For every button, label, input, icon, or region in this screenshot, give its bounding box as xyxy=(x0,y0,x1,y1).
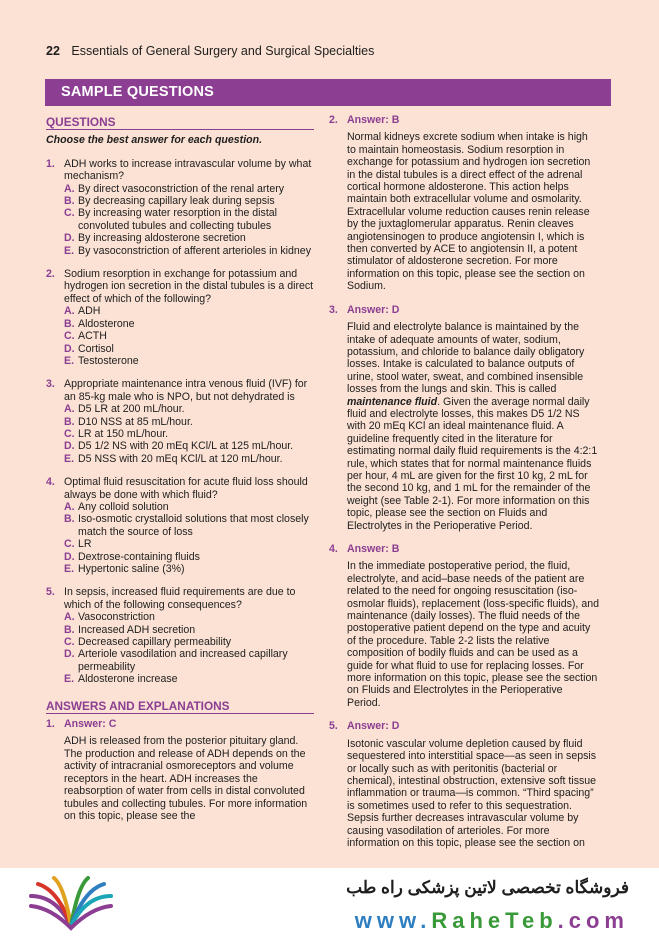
option-letter: C. xyxy=(64,330,75,343)
option-letter: B. xyxy=(64,195,75,208)
question-text: In sepsis, increased fluid requirements are due to which of the following consequences? xyxy=(64,586,296,611)
answer-label: Answer: D xyxy=(347,303,400,316)
answer-label: Answer: B xyxy=(347,543,400,555)
store-footer xyxy=(0,868,659,940)
option-text: LR xyxy=(78,538,92,551)
option-text: Arteriole vasodilation and increased capillary permeability xyxy=(78,648,288,673)
question-item xyxy=(46,378,314,465)
question-body xyxy=(64,378,314,465)
option-letter: E. xyxy=(64,452,75,465)
question-body xyxy=(64,268,314,367)
answer-item xyxy=(329,543,599,709)
answer-number: 5. xyxy=(329,720,338,733)
question-text: Optimal fluid resuscitation for acute fluid loss should always be done with which fluid? xyxy=(64,476,308,501)
option-text: D5 1/2 NS with 20 mEq KCl/L at 125 mL/hour. xyxy=(78,440,294,453)
question-body xyxy=(64,586,314,685)
question-text: Appropriate maintenance intra venous fluid (IVF) for an 85-kg male who is NPO, but not dehydrated is xyxy=(64,378,308,403)
answer-option xyxy=(64,183,314,195)
question-number: 4. xyxy=(46,476,55,489)
instruction: Choose the best answer for each question. xyxy=(46,134,263,147)
answer-option xyxy=(64,416,314,428)
answer-option xyxy=(64,440,314,452)
option-letter: B. xyxy=(64,415,75,428)
option-text: Aldosterone increase xyxy=(78,673,178,686)
answers-heading: ANSWERS AND EXPLANATIONS xyxy=(46,700,314,714)
answer-option xyxy=(64,403,314,415)
option-text: By direct vasoconstriction of the renal artery xyxy=(78,182,285,195)
answer-option xyxy=(64,207,314,232)
option-letter: C. xyxy=(64,427,75,440)
answer-number: 3. xyxy=(329,303,338,316)
option-letter: E. xyxy=(64,354,75,367)
question-item xyxy=(46,158,314,257)
url-part-raheteb: RaheTeb xyxy=(431,908,558,933)
question-item xyxy=(46,268,314,367)
answer-label: Answer: B xyxy=(347,114,400,126)
option-letter: D. xyxy=(64,232,75,245)
option-text: ACTH xyxy=(78,330,107,343)
answer-option xyxy=(64,318,314,330)
running-header xyxy=(46,44,374,58)
answer-option xyxy=(64,538,314,550)
open-book-logo-icon xyxy=(26,876,116,934)
answer-option xyxy=(64,305,314,317)
question-item xyxy=(46,476,314,575)
option-letter: A. xyxy=(64,305,75,318)
option-letter: B. xyxy=(64,317,75,330)
section-banner: SAMPLE QUESTIONS xyxy=(45,79,611,106)
option-letter: A. xyxy=(64,182,75,195)
question-text: Sodium resorption in exchange for potassium and hydrogen ion secretion in the distal tubules is a direct effect of which of the following? xyxy=(64,268,314,305)
answer-label: Answer: D xyxy=(347,720,400,733)
answer-explanation: Normal kidneys excrete sodium when intake is high to maintain homeostasis. Sodium resorption in exchange for potassium and hydrogen ion secretion in the distal tubules is a direct effect of the adrenal cortical hormone aldosterone. This action helps maintain both extracellular volume and osmolarity. Extracellular volume reduction causes renin release by the juxtaglomerular apparatus. Renin cleaves angiotensinogen to produce angiotensin I, which is then converted by ACE to angiotensin II, a potent stimulator of aldosterone secretion. For more information on this topic, please see the section on Sodium. xyxy=(347,131,591,293)
question-number: 5. xyxy=(46,586,55,599)
option-text: Testosterone xyxy=(78,354,139,367)
answer-option xyxy=(64,428,314,440)
answer-option xyxy=(64,673,314,685)
answer-header xyxy=(329,720,599,732)
option-text: ADH xyxy=(78,305,101,318)
answer-header xyxy=(329,543,599,555)
answer-explanation: Isotonic vascular volume depletion caused by fluid sequestered into interstitial space—as seen in sepsis or locally such as with peritonitis (bacterial or chemical), intestinal obstruction, extensive soft tissue inflammation or trauma—is common. “Third spacing” is sometimes used to refer to this sequestration. Sepsis further decreases intravascular volume by causing vasodilation of arterioles. For more information on this topic, please see the section on xyxy=(347,737,597,849)
option-letter: B. xyxy=(64,513,75,526)
option-letter: A. xyxy=(64,611,75,624)
emphasis-term: maintenance fluid xyxy=(347,395,438,408)
answer-label: Answer: C xyxy=(64,718,117,731)
answer-option xyxy=(64,330,314,342)
option-letter: E. xyxy=(64,244,75,257)
option-text: Decreased capillary permeability xyxy=(78,636,232,649)
answer-explanation xyxy=(329,321,599,532)
option-letter: E. xyxy=(64,563,75,575)
answer-option xyxy=(64,611,314,623)
answer-option xyxy=(64,195,314,207)
answer-item xyxy=(329,114,599,293)
answer-list-right xyxy=(329,114,599,849)
option-letter: D. xyxy=(64,648,75,661)
option-letter: C. xyxy=(64,538,75,551)
option-text: Dextrose-containing fluids xyxy=(78,550,200,563)
left-column xyxy=(46,114,314,833)
answer-option xyxy=(64,453,314,465)
option-text: By decreasing capillary leak during sepsis xyxy=(78,195,275,208)
question-item xyxy=(46,586,314,685)
answer-header xyxy=(329,114,599,126)
url-part-www: www. xyxy=(354,908,432,933)
option-text: LR at 150 mL/hour. xyxy=(78,427,169,440)
option-text: Aldosterone xyxy=(78,317,135,330)
option-text: Increased ADH secretion xyxy=(78,623,196,636)
explanation-text: . Given the average normal daily fluid and electrolyte losses, this makes D5 1/2 NS with 20 mEq KCl an ideal maintenance fluid. A guideline frequently cited in the literature for estimating normal daily fluid requirements is the 4:2:1 rule, which states that for normal maintenance fluids per hour, 4 mL are given for the first 10 kg, 2 mL for the second 10 kg, and 1 mL for the remainder of the weight (see Table 2-1). For more information on this topic, please see the section on Fluids and Electrolytes in the Perioperative Period. xyxy=(347,395,598,532)
option-text: D10 NSS at 85 mL/hour. xyxy=(78,415,193,428)
answer-option xyxy=(64,232,314,244)
answer-item xyxy=(46,718,314,822)
answer-option xyxy=(64,355,314,367)
option-text: Hypertonic saline (3%) xyxy=(78,563,185,575)
question-number: 3. xyxy=(46,378,55,391)
option-text: Cortisol xyxy=(78,342,114,355)
option-text: By increasing aldosterone secretion xyxy=(78,232,246,245)
answer-option xyxy=(64,513,314,538)
answer-explanation: ADH is released from the posterior pituitary gland. The production and release of ADH depends on the activity of intracranial osmoreceptors and volume receptors in the heart. ADH increases the reabsorption of water from cells in distal convoluted tubules and collecting tubules. For more information on this topic, please see the xyxy=(64,735,308,822)
questions-heading: QUESTIONS xyxy=(46,116,314,130)
answer-option xyxy=(64,624,314,636)
question-body xyxy=(64,158,314,257)
answer-explanation: In the immediate postoperative period, the fluid, electrolyte, and acid–base needs of the patient are related to the need for ongoing resuscitation (iso-osmolar fluids), replacement (loss-specific fluids), and maintenance (daily losses). The fluid needs of the postoperative patient depend on the type and acuity of the procedure. Table 2-2 lists the relative composition of bodily fluids and can be used as a guide for what fluid to use for replacing losses. For more information on this topic, please see the section on Fluids and Electrolytes in the Perioperative Period. xyxy=(347,560,599,709)
option-text: Iso-osmotic crystalloid solutions that most closely match the source of loss xyxy=(78,513,309,538)
option-text: D5 LR at 200 mL/hour. xyxy=(78,403,185,416)
option-text: By vasoconstriction of afferent arterioles in kidney xyxy=(78,244,311,257)
question-body xyxy=(64,476,314,575)
answer-list-left xyxy=(46,718,314,822)
store-name: فروشگاه تخصصی لاتین پزشکی راه طب xyxy=(346,878,629,897)
answer-item xyxy=(329,720,599,849)
option-letter: E. xyxy=(64,673,75,686)
answer-number: 2. xyxy=(329,114,338,126)
answer-number: 4. xyxy=(329,543,338,555)
store-url xyxy=(355,908,629,934)
option-letter: D. xyxy=(64,342,75,355)
option-letter: C. xyxy=(64,636,75,649)
option-letter: D. xyxy=(64,550,75,563)
answer-header xyxy=(46,718,314,730)
explanation-text: Fluid and electrolyte balance is maintained by the intake of adequate amounts of water, sodium, potassium, and chloride to balance daily obligatory losses. Intake is calculated to balance outputs of urine, stool water, sweat, and combined insensible losses from the lungs and skin. This is called xyxy=(347,321,585,396)
option-text: Vasoconstriction xyxy=(78,611,155,624)
answer-number: 1. xyxy=(46,718,55,731)
option-letter: A. xyxy=(64,403,75,416)
answer-option xyxy=(64,648,314,673)
question-number: 1. xyxy=(46,157,55,170)
answer-option xyxy=(64,245,314,257)
book-title: Essentials of General Surgery and Surgical Specialties xyxy=(71,44,375,58)
question-number: 2. xyxy=(46,268,55,281)
option-letter: B. xyxy=(64,623,75,636)
answer-option xyxy=(64,551,314,563)
page-number: 22 xyxy=(46,44,60,58)
answer-option xyxy=(64,563,314,575)
option-text: Any colloid solution xyxy=(78,500,169,513)
answer-option xyxy=(64,343,314,355)
right-column xyxy=(329,114,599,860)
option-letter: D. xyxy=(64,440,75,453)
option-text: D5 NSS with 20 mEq KCl/L at 120 mL/hour. xyxy=(78,452,283,465)
answer-item xyxy=(329,304,599,532)
answer-header xyxy=(329,304,599,316)
answer-option xyxy=(64,501,314,513)
question-text: ADH works to increase intravascular volume by what mechanism? xyxy=(64,157,312,183)
option-letter: A. xyxy=(64,500,75,513)
answer-option xyxy=(64,636,314,648)
option-text: By increasing water resorption in the distal convoluted tubules and collecting tubules xyxy=(78,207,278,232)
option-letter: C. xyxy=(64,207,75,220)
url-part-com: .com xyxy=(557,908,629,933)
question-list xyxy=(46,158,314,686)
